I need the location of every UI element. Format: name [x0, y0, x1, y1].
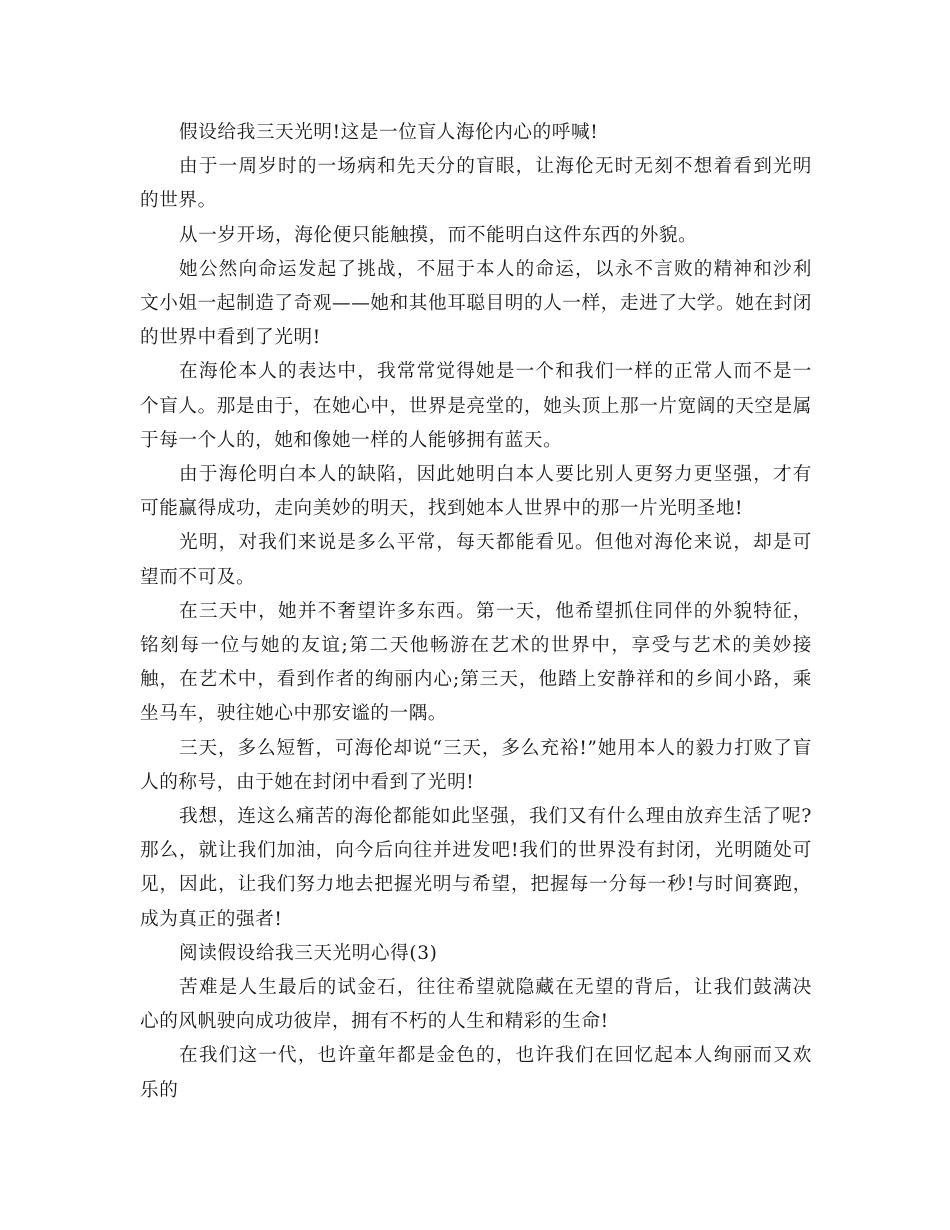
section-heading: 阅读假设给我三天光明心得(3)	[179, 942, 438, 964]
paragraph: 三天，多么短暂，可海伦却说“三天，多么充裕!”她用本人的毅力打败了盲人的称号，由于她在封闭中看到了光明!	[140, 737, 812, 793]
paragraph: 由于海伦明白本人的缺陷，因此她明白本人要比别人更努力更坚强，才有可能赢得成功，走向美妙的明天，找到她本人世界中的那一片光明圣地!	[140, 464, 812, 520]
paragraph: 假设给我三天光明!这是一位盲人海伦内心的呼喊!	[179, 122, 599, 143]
paragraph: 苦难是人生最后的试金石，往往希望就隐藏在无望的背后，让我们鼓满决心的风帆驶向成功彼岸，拥有不朽的人生和精彩的生命!	[140, 977, 812, 1033]
paragraph: 光明，对我们来说是多么平常，每天都能看见。但他对海伦来说，却是可望而不可及。	[140, 532, 812, 588]
document-body	[140, 116, 812, 1108]
paragraph: 在我们这一代，也许童年都是金色的，也许我们在回忆起本人绚丽而又欢乐的	[140, 1045, 812, 1101]
paragraph: 我想，连这么痛苦的海伦都能如此坚强，我们又有什么理由放弃生活了呢?那么，就让我们加油，向今后向往并进发吧!我们的世界没有封闭，光明随处可见，因此，让我们努力地去把握光明与希望，把握每一分每一秒!与时间赛跑，成为真正的强者!	[140, 806, 812, 930]
paragraph: 她公然向命运发起了挑战，不屈于本人的命运，以永不言败的精神和沙利文小姐一起制造了奇观——她和其他耳聪目明的人一样，走进了大学。她在封闭的世界中看到了光明!	[140, 258, 812, 349]
paragraph: 由于一周岁时的一场病和先天分的盲眼，让海伦无时无刻不想着看到光明的世界。	[140, 156, 812, 212]
paragraph: 从一岁开场，海伦便只能触摸，而不能明白这件东西的外貌。	[179, 224, 698, 246]
paragraph: 在三天中，她并不奢望许多东西。第一天，他希望抓住同伴的外貌特征，铭刻每一位与她的友谊;第二天他畅游在艺术的世界中，享受与艺术的美妙接触，在艺术中，看到作者的绚丽内心;第三天，他踏上安静祥和的乡间小路，乘坐马车，驶往她心中那安谧的一隅。	[140, 600, 812, 725]
paragraph: 在海伦本人的表达中，我常常觉得她是一个和我们一样的正常人而不是一个盲人。那是由于，在她心中，世界是亮堂的，她头顶上那一片宽阔的天空是属于每一个人的，她和像她一样的人能够拥有蓝天。	[140, 361, 812, 451]
